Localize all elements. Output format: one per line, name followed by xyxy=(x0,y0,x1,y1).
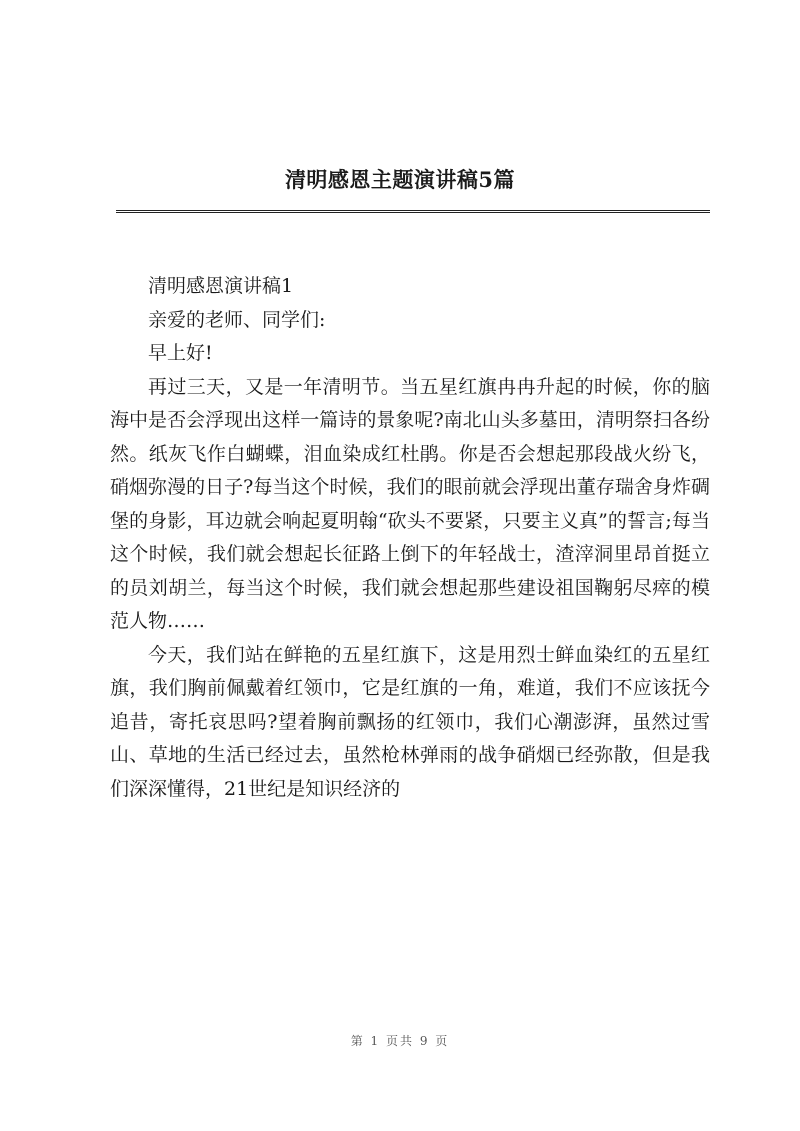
page-footer: 第 1 页共 9 页 xyxy=(350,1034,450,1048)
document-title: 清明感恩主题演讲稿5篇 xyxy=(284,167,516,192)
body-paragraph: 今天，我们站在鲜艳的五星红旗下，这是用烈士鲜血染红的五星红旗，我们胸前佩戴着红领巾，它是红旗的一角，难道，我们不应该抚今追昔，寄托哀思吗?望着胸前飘扬的红领巾，我们心潮澎湃，虽然过雪山、草地的生活已经过去，虽然枪林弹雨的战争硝烟已经弥散，但是我们深深懂得，21世纪是知识经济的 xyxy=(110,643,710,800)
greeting: 早上好! xyxy=(148,342,213,364)
document-body xyxy=(110,270,710,806)
salutation: 亲爱的老师、同学们: xyxy=(148,308,326,331)
section-heading: 清明感恩演讲稿1 xyxy=(148,275,294,297)
body-paragraph: 再过三天，又是一年清明节。当五星红旗冉冉升起的时候，你的脑海中是否会浮现出这样一篇诗的景象呢?南北山头多墓田，清明祭扫各纷然。纸灰飞作白蝴蝶，泪血染成红杜鹃。你是否会想起那段战火纷飞，硝烟弥漫的日子?每当这个时候，我们的眼前就会浮现出董存瑞舍身炸碉堡的身影，耳边就会响起夏明翰“砍头不要紧，只要主义真”的誓言;每当这个时候，我们就会想起长征路上倒下的年轻战士，渣滓洞里昂首挺立的员刘胡兰，每当这个时候，我们就会想起那些建设祖国鞠躬尽瘁的模范人物…… xyxy=(110,375,710,632)
title-divider xyxy=(116,210,710,213)
